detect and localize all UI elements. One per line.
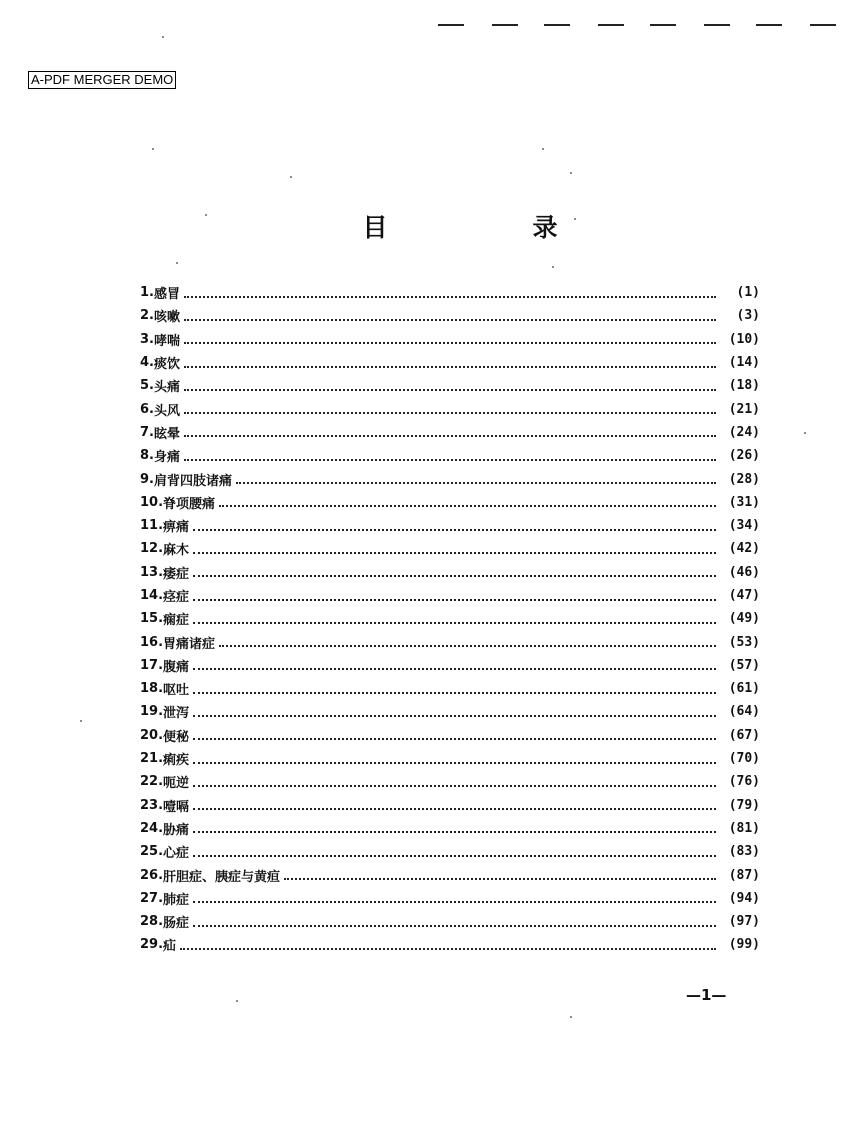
- toc-number: 22.: [140, 774, 164, 790]
- toc-label: 痉症: [163, 590, 190, 605]
- scan-speck: [570, 1016, 572, 1018]
- toc-page-number: (14): [728, 355, 760, 371]
- toc-page-number: (34): [728, 518, 760, 534]
- toc-number: 28.: [140, 914, 164, 930]
- toc-leader-dots: [184, 459, 716, 461]
- table-of-contents: [140, 281, 760, 957]
- toc-entry[interactable]: [140, 584, 760, 607]
- scan-dash: [704, 24, 730, 26]
- toc-label: 胃痛诸症: [163, 636, 216, 652]
- toc-number: 9.: [140, 471, 154, 487]
- title-char: 录: [532, 213, 558, 242]
- page-title: [360, 208, 560, 248]
- toc-leader-dots: [193, 599, 716, 601]
- toc-label: 感冒: [153, 287, 180, 303]
- scan-dash: [544, 24, 570, 26]
- scan-speck: [152, 148, 154, 150]
- toc-label: 眩晕: [153, 426, 180, 442]
- toc-number: 24.: [140, 820, 164, 836]
- toc-page-number: (81): [728, 820, 760, 836]
- toc-leader-dots: [184, 296, 716, 298]
- toc-entry[interactable]: [140, 654, 760, 677]
- toc-leader-dots: [184, 366, 716, 368]
- toc-leader-dots: [219, 505, 716, 507]
- scan-dash: [598, 24, 624, 26]
- toc-entry[interactable]: [140, 863, 760, 886]
- toc-page-number: (83): [728, 844, 760, 860]
- scan-speck: [542, 148, 544, 150]
- toc-leader-dots: [184, 412, 716, 414]
- toc-leader-dots: [284, 878, 716, 880]
- toc-page-number: (10): [728, 331, 760, 347]
- toc-number: 26.: [140, 867, 164, 883]
- toc-number: 21.: [140, 751, 164, 767]
- toc-number: 27.: [140, 890, 164, 906]
- toc-leader-dots: [193, 692, 716, 694]
- toc-label: 脊项腰痛: [163, 496, 216, 512]
- toc-page-number: (21): [728, 401, 760, 417]
- toc-number: 3.: [140, 331, 154, 347]
- toc-entry[interactable]: [140, 817, 760, 840]
- toc-entry[interactable]: [140, 281, 760, 304]
- toc-number: 5.: [140, 378, 154, 394]
- toc-label: 呃逆: [163, 776, 190, 792]
- toc-entry[interactable]: [140, 328, 760, 351]
- scan-speck: [290, 176, 292, 178]
- toc-leader-dots: [193, 808, 716, 810]
- scan-speck: [176, 262, 178, 264]
- toc-number: 14.: [140, 588, 164, 603]
- toc-entry[interactable]: [140, 351, 760, 374]
- toc-entry[interactable]: [140, 630, 760, 653]
- toc-label: 痰饮: [153, 357, 180, 373]
- toc-page-number: (46): [728, 564, 760, 580]
- toc-label: 噎嗝: [163, 799, 190, 815]
- toc-label: 肝胆症、胰症与黄疸: [163, 869, 281, 885]
- scan-speck: [804, 432, 806, 434]
- toc-label: 痫症: [163, 613, 190, 629]
- toc-number: 11.: [140, 518, 164, 534]
- toc-leader-dots: [193, 738, 716, 740]
- toc-label: 身痛: [153, 450, 180, 466]
- toc-label: 肺症: [163, 892, 190, 908]
- toc-number: 7.: [140, 424, 154, 440]
- toc-entry[interactable]: [140, 933, 760, 956]
- toc-leader-dots: [193, 785, 716, 787]
- toc-leader-dots: [180, 948, 716, 950]
- toc-label: 肩背四肢诸痛: [153, 473, 232, 489]
- toc-leader-dots: [219, 645, 716, 647]
- toc-number: 13.: [140, 564, 164, 580]
- toc-entry[interactable]: [140, 607, 760, 630]
- toc-entry[interactable]: [140, 421, 760, 444]
- toc-number: 1.: [140, 285, 154, 301]
- toc-label: 咳嗽: [153, 310, 180, 326]
- toc-page-number: (70): [728, 751, 760, 767]
- toc-page-number: (26): [728, 448, 760, 464]
- toc-number: 6.: [140, 401, 154, 417]
- toc-label: 心症: [163, 846, 190, 862]
- toc-leader-dots: [193, 622, 716, 624]
- toc-leader-dots: [184, 435, 716, 437]
- scan-dash: [438, 24, 464, 26]
- toc-label: 胁痛: [163, 822, 190, 838]
- toc-leader-dots: [184, 389, 716, 391]
- title-char: 目: [362, 213, 388, 242]
- page-number: —1—: [686, 986, 727, 1004]
- scan-speck: [570, 172, 572, 174]
- toc-entry[interactable]: [140, 910, 760, 933]
- toc-page-number: (99): [728, 937, 760, 953]
- toc-leader-dots: [236, 482, 716, 484]
- toc-entry[interactable]: [140, 794, 760, 817]
- toc-entry[interactable]: [140, 304, 760, 327]
- scan-speck: [574, 218, 576, 220]
- toc-number: 25.: [140, 844, 164, 860]
- toc-label: 腹痛: [163, 659, 190, 675]
- toc-label: 头风: [153, 403, 180, 419]
- toc-leader-dots: [193, 668, 716, 670]
- toc-page-number: (1): [736, 285, 760, 301]
- toc-number: 16.: [140, 634, 164, 650]
- scan-speck: [236, 1000, 238, 1002]
- scan-speck: [80, 720, 82, 722]
- toc-label: 痿症: [163, 566, 190, 582]
- toc-number: 2.: [140, 308, 154, 324]
- toc-page-number: (61): [728, 681, 760, 697]
- scan-dash: [810, 24, 836, 26]
- toc-page-number: (67): [728, 727, 760, 743]
- toc-entry[interactable]: [140, 537, 760, 560]
- toc-leader-dots: [193, 855, 716, 857]
- toc-page-number: (79): [728, 797, 760, 813]
- toc-number: 12.: [140, 541, 164, 557]
- toc-number: 19.: [140, 704, 164, 720]
- toc-page-number: (47): [728, 588, 760, 603]
- toc-label: 疝: [163, 939, 177, 955]
- toc-leader-dots: [193, 762, 716, 764]
- toc-leader-dots: [184, 319, 716, 321]
- toc-label: 肠症: [163, 916, 190, 932]
- toc-page-number: (57): [728, 657, 760, 673]
- toc-page-number: (53): [728, 634, 760, 650]
- toc-number: 18.: [140, 681, 164, 697]
- scan-speck: [205, 214, 207, 216]
- scan-speck: [552, 266, 554, 268]
- scan-dash: [756, 24, 782, 26]
- toc-leader-dots: [193, 552, 716, 554]
- toc-entry[interactable]: [140, 397, 760, 420]
- toc-entry[interactable]: [140, 840, 760, 863]
- toc-number: 20.: [140, 727, 164, 743]
- toc-page-number: (18): [728, 378, 760, 394]
- toc-entry[interactable]: [140, 747, 760, 770]
- toc-label: 呕吐: [163, 683, 190, 699]
- toc-entry[interactable]: [140, 770, 760, 793]
- toc-entry[interactable]: [140, 467, 760, 490]
- toc-leader-dots: [184, 342, 716, 344]
- toc-label: 痹痛: [163, 520, 190, 536]
- toc-label: 哮喘: [153, 333, 180, 349]
- toc-entry[interactable]: [140, 444, 760, 467]
- toc-number: 10.: [140, 494, 164, 510]
- toc-page-number: (3): [736, 308, 760, 324]
- toc-page-number: (76): [728, 774, 760, 790]
- toc-page-number: (94): [728, 890, 760, 906]
- toc-entry[interactable]: [140, 677, 760, 700]
- toc-number: 15.: [140, 611, 164, 627]
- toc-number: 29.: [140, 937, 164, 953]
- toc-page-number: (49): [728, 611, 760, 627]
- toc-leader-dots: [193, 925, 716, 927]
- toc-leader-dots: [193, 575, 716, 577]
- toc-number: 23.: [140, 797, 164, 813]
- toc-entry[interactable]: [140, 514, 760, 537]
- toc-page-number: (64): [728, 704, 760, 720]
- toc-entry[interactable]: [140, 887, 760, 910]
- toc-page-number: (31): [728, 494, 760, 510]
- toc-page-number: (28): [728, 471, 760, 487]
- toc-entry[interactable]: [140, 724, 760, 747]
- toc-page-number: (87): [728, 867, 760, 883]
- toc-number: 8.: [140, 448, 154, 464]
- toc-leader-dots: [193, 831, 716, 833]
- toc-entry[interactable]: [140, 561, 760, 584]
- toc-number: 17.: [140, 657, 164, 673]
- toc-page-number: (24): [728, 424, 760, 440]
- top-edge-dashes: [432, 14, 852, 34]
- toc-page-number: (97): [728, 914, 760, 930]
- toc-label: 头痛: [153, 380, 180, 396]
- toc-leader-dots: [193, 901, 716, 903]
- scan-speck: [162, 36, 164, 38]
- toc-entry[interactable]: [140, 374, 760, 397]
- toc-leader-dots: [193, 529, 716, 531]
- watermark-label: A-PDF MERGER DEMO: [28, 71, 176, 89]
- toc-label: 痢疾: [163, 753, 190, 769]
- toc-page-number: (42): [728, 541, 760, 557]
- toc-entry[interactable]: [140, 700, 760, 723]
- toc-leader-dots: [193, 715, 716, 717]
- toc-entry[interactable]: [140, 491, 760, 514]
- toc-number: 4.: [140, 355, 154, 371]
- toc-label: 泄泻: [163, 706, 190, 722]
- scan-dash: [650, 24, 676, 26]
- toc-label: 麻木: [163, 543, 190, 559]
- toc-label: 便秘: [163, 729, 190, 745]
- scan-dash: [492, 24, 518, 26]
